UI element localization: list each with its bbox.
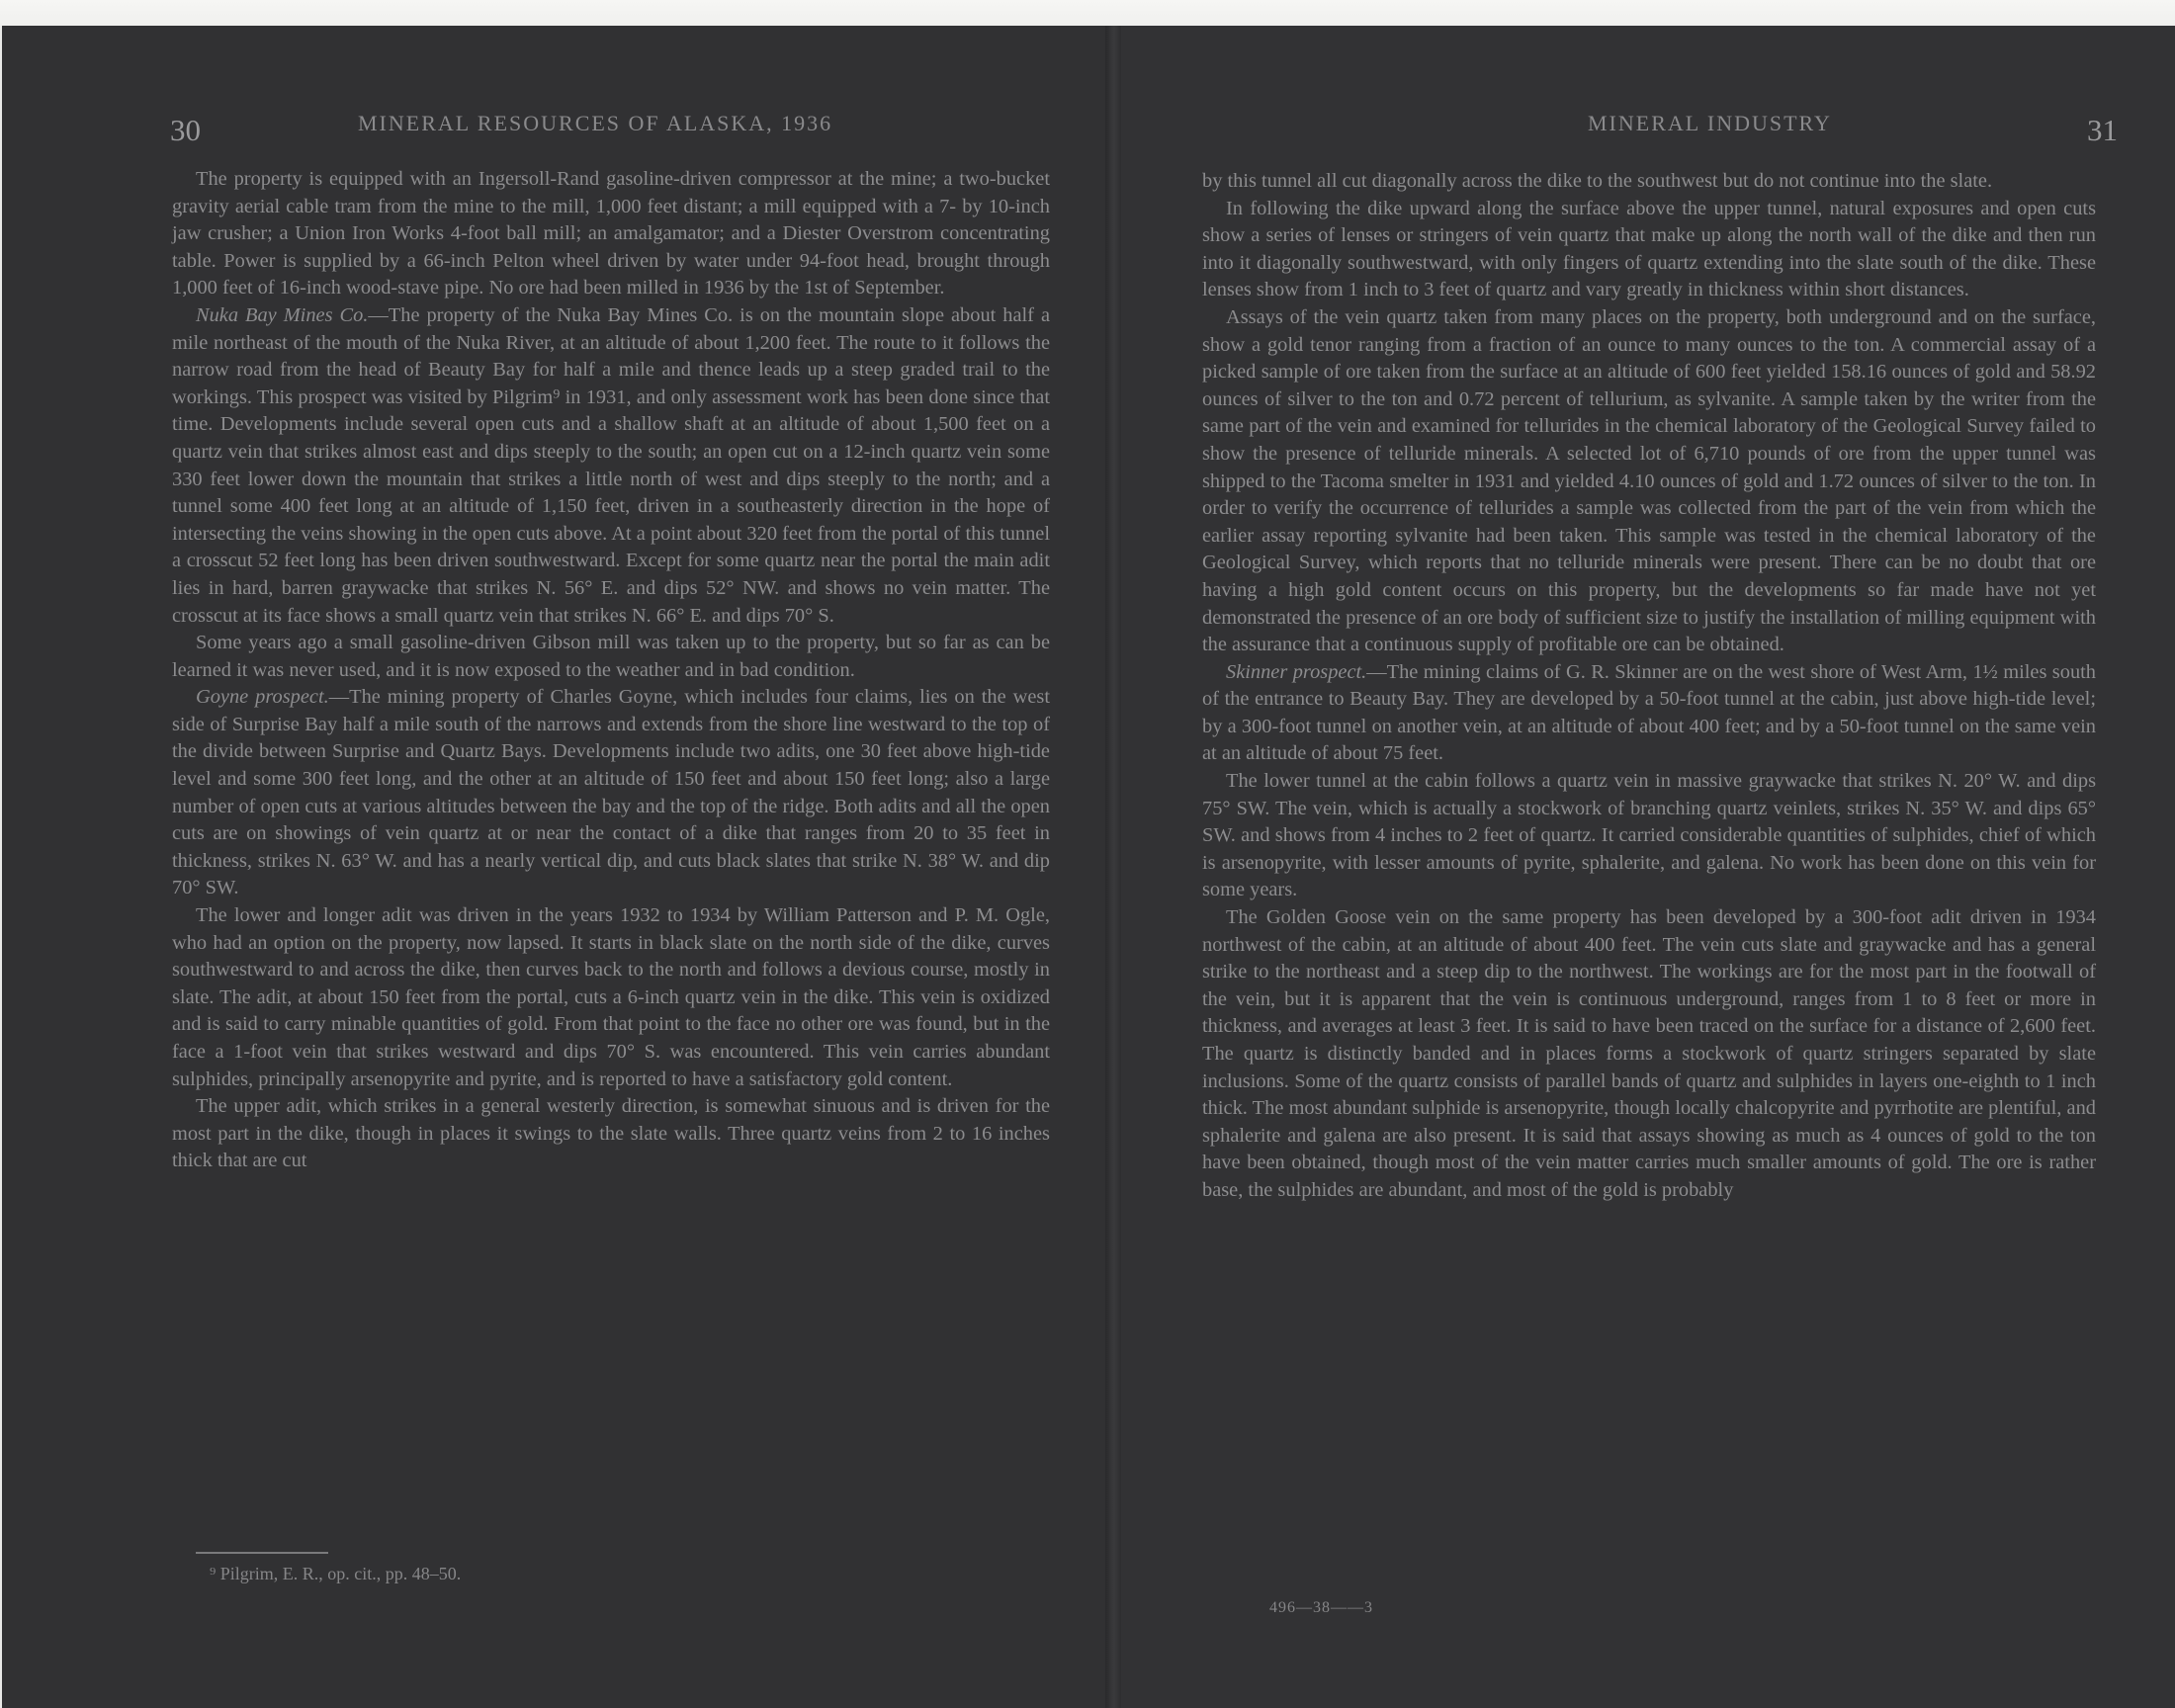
left-body-text — [172, 166, 1050, 1175]
paragraph: Assays of the vein quartz taken from many places on the property, both underground and on the surface, show a gold tenor ranging from a fraction of an ounce to many ounces to the ton. A commercial assay of a picked sample of ore taken from the surface at an altitude of 600 feet yielded 158.16 ounces of gold and 58.92 ounces of silver to the ton and 0.72 percent of tellurium, as sylvanite. A sample taken by the writer from the same part of the vein and examined for tellurides in the chemical laboratory of the Geological Survey failed to show the presence of telluride minerals. A selected lot of 6,710 pounds of ore from the upper tunnel was shipped to the Tacoma smelter in 1931 and yielded 4.10 ounces of gold and 1.72 ounces of silver to the ton. In order to verify the occurrence of tellurides a sample was collected from the part of the vein from which the earlier assay reporting sylvanite had been taken. This sample was tested in the chemical laboratory of the Geological Survey, which reports that no telluride minerals were present. There can be no doubt that ore having a high gold content occurs on this property, but the developments so far made have not yet demonstrated the presence of an ore body of sufficient size to justify the installation of milling equipment with the assurance that a continuous supply of profitable ore can be obtained. — [1202, 305, 2096, 656]
paragraph: Goyne prospect.—The mining property of Charles Goyne, which includes four claims, lies on the west side of Surprise Bay half a mile south of the narrows and extends from the shore line westward to the top of the divide between Surprise and Quartz Bays. Developments include two adits, one 30 feet above high-tide level and some 300 feet long, and the other at an altitude of 150 feet and about 150 feet long; also a large number of open cuts at various altitudes between the bay and the top of the ridge. Both adits and all the open cuts are on showings of vein quartz at or near the contact of a dike that ranges from 20 to 35 feet in thickness, strikes N. 63° W. and has a nearly vertical dip, and cuts black slates that strike N. 38° W. and dip 70° SW. — [172, 686, 1050, 899]
right-page — [1121, 26, 2175, 1708]
left-page-number: 30 — [170, 113, 201, 147]
paragraph: Some years ago a small gasoline-driven Gibson mill was taken up to the property, but so far as can be learned it was never used, and it is now exposed to the weather and in bad condition. — [172, 632, 1050, 681]
paragraph: The property is equipped with an Ingersoll-Rand gasoline-driven compressor at the mine; a two-bucket gravity aerial cable tram from the mine to the mill, 1,000 feet distant; a mill equipped with a 7- by 10-inch jaw crusher; a Union Iron Works 4-foot ball mill; an amalgamator; and a Diester Overstrom concentrating table. Power is supplied by a 66-inch Pelton wheel driven by water under 94-foot head, brought through 1,000 feet of 16-inch wood-stave pipe. No ore had been milled in 1936 by the 1st of September. — [172, 168, 1050, 299]
section-lead: Nuka Bay Mines Co. — [196, 303, 369, 326]
paragraph: In following the dike upward along the surface above the upper tunnel, natural exposures and open cuts show a series of lenses or stringers of vein quartz that make up along the north wall of the dike and then run into it diagonally southwestward, with only fingers of quartz extending into the slate south of the dike. These lenses show from 1 inch to 3 feet of quartz and vary greatly in thickness within short distances. — [1202, 197, 2096, 301]
paragraph: The Golden Goose vein on the same property has been developed by a 300-foot adit driven in 1934 northwest of the cabin, at an altitude of about 400 feet. The vein cuts slate and graywacke and has a general strike to the northeast and a steep dip to the northwest. The workings are for the most part in the footwall of the vein, but it is apparent that the vein is continuous underground, ranges from 1 to 8 feet or more in thickness, and averages at least 3 feet. It is said to have been traced on the surface for a distance of 2,600 feet. The quartz is distinctly banded and in places forms a stockwork of quartz stringers separated by slate inclusions. Some of the quartz consists of parallel bands of quartz and sulphides in layers one-eighth to 1 inch thick. The most abundant sulphide is arsenopyrite, though locally chalcopyrite and pyrrhotite are plentiful, and sphalerite and galena are also present. It is said that assays showing as much as 4 ounces of gold to the ton have been obtained, though most of the vein matter carries much smaller amounts of gold. The ore is rather base, the sulphides are abundant, and most of the gold is probably — [1202, 906, 2096, 1201]
right-page-number: 31 — [2087, 113, 2118, 147]
left-running-head — [170, 85, 1060, 147]
paragraph: Nuka Bay Mines Co.—The property of the Nuka Bay Mines Co. is on the mountain slope about half a mile northeast of the mouth of the Nuka River, at an altitude of about 1,200 feet. The route to it follows the narrow road from the head of Beauty Bay for half a mile and thence leads up a steep graded trail to the workings. This prospect was visited by Pilgrim⁹ in 1931, and only assessment work has been done since that time. Developments include several open cuts and a shallow shaft at an altitude of about 1,500 feet on a quartz vein that strikes almost east and dips steeply to the south; an open cut on a 12-inch quartz vein some 330 feet lower down the mountain that strikes a little north of west and dips steeply to the north; and a tunnel some 400 feet long at an altitude of 1,150 feet, driven in a southeasterly direction in the hope of intersecting the veins showing in the open cuts above. At a point about 320 feet from the portal of this tunnel a crosscut 52 feet long has been driven southwestward. Except for some quartz near the portal the main adit lies in hard, barren graywacke that strikes N. 56° E. and dips 52° NW. and shows no vein matter. The crosscut at its face shows a small quartz vein that strikes N. 66° E. and dips 70° S. — [172, 303, 1051, 627]
paragraph: The upper adit, which strikes in a general westerly direction, is somewhat sinuous and is driven for the most part in the dike, though in places it swings to the slate walls. Three quartz veins from 2 to 16 inches thick that are cut — [172, 1095, 1050, 1172]
paragraph: by this tunnel all cut diagonally across the dike to the southwest but do not continue into the slate. — [1202, 170, 1993, 192]
right-body-text — [1202, 168, 2096, 1205]
left-page — [2, 26, 1107, 1708]
left-running-title: MINERAL RESOURCES OF ALASKA, 1936 — [358, 111, 833, 135]
paragraph: The lower and longer adit was driven in the years 1932 to 1934 by William Patterson and P. M. Ogle, who had an option on the property, now lapsed. It starts in black slate on the north side of the dike, curves southwestward to and across the dike, then curves back to the north and follows a devious course, mostly in slate. The adit, at about 150 feet from the portal, cuts a 6-inch quartz vein in the dike. This vein is oxidized and is said to carry minable quantities of gold. From that point to the face no other ore was found, but in the face a 1-foot vein that strikes westward and dips 70° S. was encountered. This vein carries abundant sulphides, principally arsenopyrite and pyrite, and is reported to have a satisfactory gold content. — [172, 904, 1050, 1090]
paragraph: The lower tunnel at the cabin follows a quartz vein in massive graywacke that strikes N. 20° W. and dips 75° SW. The vein, which is actually a stockwork of branching quartz veinlets, strikes N. 35° W. and dips 65° SW. and shows from 4 inches to 2 feet of quartz. It carried considerable quantities of sulphides, chief of which is arsenopyrite, with lesser amounts of pyrite, sphalerite, and galena. No work has been done on this vein for some years. — [1202, 770, 2096, 901]
section-lead: Skinner prospect. — [1226, 660, 1367, 683]
paragraph: Skinner prospect.—The mining claims of G. R. Skinner are on the west shore of West Arm, 1½ miles south of the entrance to Beauty Bay. They are developed by a 50-foot tunnel at the cabin, just above high-tide level; by a 300-foot tunnel on another vein, at an altitude of about 400 feet; and by a 50-foot tunnel on the same vein at an altitude of about 75 feet. — [1202, 660, 2096, 765]
right-running-head — [1208, 85, 2118, 147]
signature-mark: 496—38——3 — [1269, 1599, 1373, 1616]
footnote: ⁹ Pilgrim, E. R., op. cit., pp. 48–50. — [210, 1564, 462, 1583]
section-lead: Goyne prospect. — [196, 686, 329, 709]
footnote-rule — [196, 1552, 328, 1554]
right-running-title: MINERAL INDUSTRY — [1588, 111, 1832, 135]
